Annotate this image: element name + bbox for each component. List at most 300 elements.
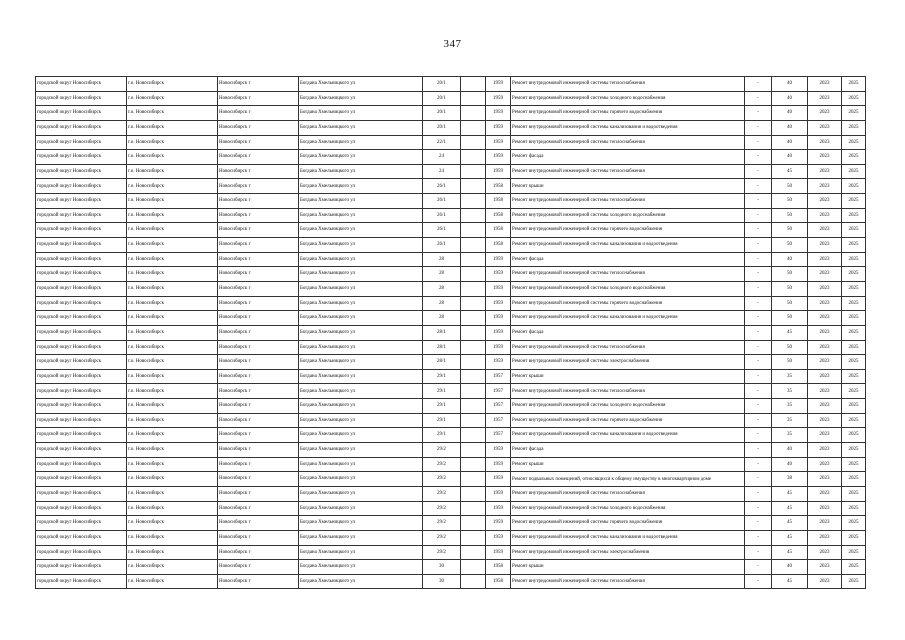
settlement-cell: г.о. Новосибирск: [127, 574, 218, 589]
table-row: [36, 516, 866, 531]
value-cell: -: [745, 150, 772, 165]
value-cell: -: [745, 340, 772, 355]
end-year-cell: 2025: [842, 164, 866, 179]
table-row: [36, 574, 866, 589]
street-cell: Богдана Хмельницкого ул: [299, 428, 423, 443]
start-year-cell: 2023: [808, 399, 842, 414]
start-year-cell: 2023: [808, 340, 842, 355]
build-year-cell: 1959: [486, 164, 511, 179]
value-cell: -: [745, 560, 772, 575]
locality-cell: Новосибирск г: [218, 120, 299, 135]
cost-cell: 40: [772, 457, 808, 472]
build-year-cell: 1959: [486, 486, 511, 501]
locality-cell: Новосибирск г: [218, 486, 299, 501]
municipality-cell: городской округ Новосибирск: [36, 486, 127, 501]
build-year-cell: 1958: [486, 238, 511, 253]
end-year-cell: 2025: [842, 311, 866, 326]
work-type-cell: Ремонт крыши: [511, 369, 745, 384]
street-cell: Богдана Хмельницкого ул: [299, 530, 423, 545]
start-year-cell: 2023: [808, 530, 842, 545]
value-cell: -: [745, 516, 772, 531]
street-cell: Богдана Хмельницкого ул: [299, 296, 423, 311]
locality-cell: Новосибирск г: [218, 443, 299, 458]
cost-cell: 50: [772, 238, 808, 253]
value-cell: -: [745, 296, 772, 311]
municipality-cell: городской округ Новосибирск: [36, 355, 127, 370]
end-year-cell: 2025: [842, 574, 866, 589]
work-type-cell: Ремонт внутридомовой инженерной системы горячего водоснабжения: [511, 413, 745, 428]
table-row: [36, 486, 866, 501]
municipality-cell: городской округ Новосибирск: [36, 530, 127, 545]
end-year-cell: 2025: [842, 208, 866, 223]
build-year-cell: 1958: [486, 194, 511, 209]
locality-cell: Новосибирск г: [218, 296, 299, 311]
table-row: [36, 325, 866, 340]
street-cell: Богдана Хмельницкого ул: [299, 164, 423, 179]
work-type-cell: Ремонт внутридомовой инженерной системы теплоснабжения: [511, 267, 745, 282]
table-row: [36, 120, 866, 135]
street-cell: Богдана Хмельницкого ул: [299, 340, 423, 355]
start-year-cell: 2023: [808, 252, 842, 267]
end-year-cell: 2025: [842, 530, 866, 545]
street-cell: Богдана Хмельницкого ул: [299, 106, 423, 121]
capital-repair-table: [35, 76, 866, 589]
build-year-cell: 1959: [486, 281, 511, 296]
end-year-cell: 2025: [842, 501, 866, 516]
cost-cell: 40: [772, 91, 808, 106]
value-cell: -: [745, 91, 772, 106]
value-cell: -: [745, 208, 772, 223]
start-year-cell: 2023: [808, 208, 842, 223]
locality-cell: Новосибирск г: [218, 223, 299, 238]
value-cell: -: [745, 238, 772, 253]
street-cell: Богдана Хмельницкого ул: [299, 120, 423, 135]
building-cell: [461, 223, 486, 238]
house-number-cell: 26/1: [423, 238, 461, 253]
table-row: [36, 355, 866, 370]
value-cell: -: [745, 267, 772, 282]
build-year-cell: 1959: [486, 120, 511, 135]
start-year-cell: 2023: [808, 238, 842, 253]
building-cell: [461, 150, 486, 165]
street-cell: Богдана Хмельницкого ул: [299, 194, 423, 209]
build-year-cell: 1959: [486, 135, 511, 150]
build-year-cell: 1959: [486, 530, 511, 545]
building-cell: [461, 252, 486, 267]
building-cell: [461, 281, 486, 296]
value-cell: -: [745, 399, 772, 414]
start-year-cell: 2023: [808, 77, 842, 92]
street-cell: Богдана Хмельницкого ул: [299, 150, 423, 165]
locality-cell: Новосибирск г: [218, 560, 299, 575]
build-year-cell: 1957: [486, 399, 511, 414]
municipality-cell: городской округ Новосибирск: [36, 516, 127, 531]
end-year-cell: 2025: [842, 355, 866, 370]
settlement-cell: г.о. Новосибирск: [127, 413, 218, 428]
cost-cell: 45: [772, 325, 808, 340]
street-cell: Богдана Хмельницкого ул: [299, 252, 423, 267]
house-number-cell: 20/1: [423, 77, 461, 92]
locality-cell: Новосибирск г: [218, 208, 299, 223]
street-cell: Богдана Хмельницкого ул: [299, 355, 423, 370]
house-number-cell: 29/1: [423, 428, 461, 443]
work-type-cell: Ремонт внутридомовой инженерной системы теплоснабжения: [511, 164, 745, 179]
table-row: [36, 472, 866, 487]
building-cell: [461, 135, 486, 150]
cost-cell: 50: [772, 311, 808, 326]
value-cell: -: [745, 194, 772, 209]
locality-cell: Новосибирск г: [218, 91, 299, 106]
work-type-cell: Ремонт внутридомовой инженерной системы теплоснабжения: [511, 77, 745, 92]
municipality-cell: городской округ Новосибирск: [36, 399, 127, 414]
house-number-cell: 29/2: [423, 545, 461, 560]
cost-cell: 50: [772, 194, 808, 209]
building-cell: [461, 501, 486, 516]
work-type-cell: Ремонт внутридомовой инженерной системы горячего водоснабжения: [511, 516, 745, 531]
locality-cell: Новосибирск г: [218, 501, 299, 516]
settlement-cell: г.о. Новосибирск: [127, 516, 218, 531]
settlement-cell: г.о. Новосибирск: [127, 135, 218, 150]
house-number-cell: 26/1: [423, 179, 461, 194]
table-row: [36, 223, 866, 238]
start-year-cell: 2023: [808, 545, 842, 560]
street-cell: Богдана Хмельницкого ул: [299, 311, 423, 326]
settlement-cell: г.о. Новосибирск: [127, 77, 218, 92]
municipality-cell: городской округ Новосибирск: [36, 164, 127, 179]
table-row: [36, 530, 866, 545]
start-year-cell: 2023: [808, 194, 842, 209]
end-year-cell: 2025: [842, 194, 866, 209]
building-cell: [461, 340, 486, 355]
locality-cell: Новосибирск г: [218, 428, 299, 443]
cost-cell: 50: [772, 223, 808, 238]
house-number-cell: 30: [423, 574, 461, 589]
building-cell: [461, 545, 486, 560]
locality-cell: Новосибирск г: [218, 311, 299, 326]
building-cell: [461, 560, 486, 575]
table-row: [36, 560, 866, 575]
building-cell: [461, 413, 486, 428]
table-row: [36, 208, 866, 223]
municipality-cell: городской округ Новосибирск: [36, 340, 127, 355]
building-cell: [461, 238, 486, 253]
table-row: [36, 150, 866, 165]
start-year-cell: 2023: [808, 472, 842, 487]
cost-cell: 45: [772, 530, 808, 545]
value-cell: -: [745, 384, 772, 399]
cost-cell: 35: [772, 428, 808, 443]
building-cell: [461, 77, 486, 92]
building-cell: [461, 106, 486, 121]
end-year-cell: 2025: [842, 150, 866, 165]
building-cell: [461, 384, 486, 399]
value-cell: -: [745, 413, 772, 428]
start-year-cell: 2023: [808, 120, 842, 135]
build-year-cell: 1959: [486, 443, 511, 458]
work-type-cell: Ремонт внутридомовой инженерной системы канализования и водоотведения: [511, 311, 745, 326]
table-row: [36, 384, 866, 399]
house-number-cell: 29/2: [423, 501, 461, 516]
table-row: [36, 77, 866, 92]
building-cell: [461, 267, 486, 282]
start-year-cell: 2023: [808, 413, 842, 428]
start-year-cell: 2023: [808, 325, 842, 340]
table-row: [36, 501, 866, 516]
street-cell: Богдана Хмельницкого ул: [299, 281, 423, 296]
settlement-cell: г.о. Новосибирск: [127, 91, 218, 106]
locality-cell: Новосибирск г: [218, 340, 299, 355]
end-year-cell: 2025: [842, 457, 866, 472]
municipality-cell: городской округ Новосибирск: [36, 281, 127, 296]
street-cell: Богдана Хмельницкого ул: [299, 223, 423, 238]
build-year-cell: 1959: [486, 106, 511, 121]
house-number-cell: 28/1: [423, 355, 461, 370]
work-type-cell: Ремонт внутридомовой инженерной системы электроснабжения: [511, 545, 745, 560]
work-type-cell: Ремонт внутридомовой инженерной системы теплоснабжения: [511, 340, 745, 355]
settlement-cell: г.о. Новосибирск: [127, 325, 218, 340]
municipality-cell: городской округ Новосибирск: [36, 135, 127, 150]
start-year-cell: 2023: [808, 428, 842, 443]
house-number-cell: 29/1: [423, 384, 461, 399]
end-year-cell: 2025: [842, 179, 866, 194]
settlement-cell: г.о. Новосибирск: [127, 530, 218, 545]
end-year-cell: 2025: [842, 252, 866, 267]
value-cell: -: [745, 457, 772, 472]
locality-cell: Новосибирск г: [218, 281, 299, 296]
value-cell: -: [745, 428, 772, 443]
house-number-cell: 28: [423, 252, 461, 267]
value-cell: -: [745, 501, 772, 516]
building-cell: [461, 443, 486, 458]
start-year-cell: 2023: [808, 369, 842, 384]
building-cell: [461, 179, 486, 194]
value-cell: -: [745, 355, 772, 370]
cost-cell: 50: [772, 340, 808, 355]
work-type-cell: Ремонт внутридомовой инженерной системы холодного водоснабжения: [511, 501, 745, 516]
settlement-cell: г.о. Новосибирск: [127, 150, 218, 165]
work-type-cell: Ремонт внутридомовой инженерной системы канализования и водоотведения: [511, 428, 745, 443]
value-cell: -: [745, 223, 772, 238]
page-number: 347: [443, 38, 462, 50]
street-cell: Богдана Хмельницкого ул: [299, 325, 423, 340]
street-cell: Богдана Хмельницкого ул: [299, 91, 423, 106]
cost-cell: 40: [772, 150, 808, 165]
street-cell: Богдана Хмельницкого ул: [299, 457, 423, 472]
street-cell: Богдана Хмельницкого ул: [299, 472, 423, 487]
build-year-cell: 1959: [486, 472, 511, 487]
end-year-cell: 2025: [842, 384, 866, 399]
build-year-cell: 1959: [486, 77, 511, 92]
end-year-cell: 2025: [842, 399, 866, 414]
settlement-cell: г.о. Новосибирск: [127, 281, 218, 296]
street-cell: Богдана Хмельницкого ул: [299, 516, 423, 531]
settlement-cell: г.о. Новосибирск: [127, 164, 218, 179]
end-year-cell: 2025: [842, 472, 866, 487]
house-number-cell: 29/1: [423, 369, 461, 384]
work-type-cell: Ремонт фасада: [511, 443, 745, 458]
start-year-cell: 2023: [808, 443, 842, 458]
street-cell: Богдана Хмельницкого ул: [299, 443, 423, 458]
start-year-cell: 2023: [808, 281, 842, 296]
house-number-cell: 20/1: [423, 106, 461, 121]
cost-cell: 50: [772, 208, 808, 223]
build-year-cell: 1959: [486, 457, 511, 472]
value-cell: -: [745, 486, 772, 501]
work-type-cell: Ремонт внутридомовой инженерной системы холодного водоснабжения: [511, 91, 745, 106]
work-type-cell: Ремонт внутридомовой инженерной системы теплоснабжения: [511, 574, 745, 589]
start-year-cell: 2023: [808, 574, 842, 589]
end-year-cell: 2025: [842, 340, 866, 355]
cost-cell: 50: [772, 179, 808, 194]
municipality-cell: городской округ Новосибирск: [36, 560, 127, 575]
municipality-cell: городской округ Новосибирск: [36, 296, 127, 311]
house-number-cell: 29/1: [423, 399, 461, 414]
cost-cell: 40: [772, 252, 808, 267]
end-year-cell: 2025: [842, 428, 866, 443]
settlement-cell: г.о. Новосибирск: [127, 560, 218, 575]
cost-cell: 35: [772, 369, 808, 384]
value-cell: -: [745, 135, 772, 150]
value-cell: -: [745, 164, 772, 179]
municipality-cell: городской округ Новосибирск: [36, 223, 127, 238]
street-cell: Богдана Хмельницкого ул: [299, 369, 423, 384]
locality-cell: Новосибирск г: [218, 135, 299, 150]
building-cell: [461, 457, 486, 472]
settlement-cell: г.о. Новосибирск: [127, 106, 218, 121]
table-row: [36, 106, 866, 121]
value-cell: -: [745, 369, 772, 384]
locality-cell: Новосибирск г: [218, 369, 299, 384]
settlement-cell: г.о. Новосибирск: [127, 443, 218, 458]
settlement-cell: г.о. Новосибирск: [127, 223, 218, 238]
house-number-cell: 26/1: [423, 208, 461, 223]
table-row: [36, 238, 866, 253]
table-row: [36, 135, 866, 150]
end-year-cell: 2025: [842, 443, 866, 458]
house-number-cell: 26/1: [423, 194, 461, 209]
build-year-cell: 1957: [486, 369, 511, 384]
municipality-cell: городской округ Новосибирск: [36, 428, 127, 443]
locality-cell: Новосибирск г: [218, 574, 299, 589]
locality-cell: Новосибирск г: [218, 252, 299, 267]
end-year-cell: 2025: [842, 77, 866, 92]
work-type-cell: Ремонт внутридомовой инженерной системы канализования и водоотведения: [511, 120, 745, 135]
street-cell: Богдана Хмельницкого ул: [299, 399, 423, 414]
end-year-cell: 2025: [842, 267, 866, 282]
work-type-cell: Ремонт внутридомовой инженерной системы канализования и водоотведения: [511, 530, 745, 545]
municipality-cell: городской округ Новосибирск: [36, 91, 127, 106]
start-year-cell: 2023: [808, 384, 842, 399]
street-cell: Богдана Хмельницкого ул: [299, 384, 423, 399]
building-cell: [461, 208, 486, 223]
locality-cell: Новосибирск г: [218, 150, 299, 165]
municipality-cell: городской округ Новосибирск: [36, 413, 127, 428]
start-year-cell: 2023: [808, 179, 842, 194]
street-cell: Богдана Хмельницкого ул: [299, 501, 423, 516]
cost-cell: 50: [772, 296, 808, 311]
house-number-cell: 28/1: [423, 325, 461, 340]
work-type-cell: Ремонт крыши: [511, 560, 745, 575]
locality-cell: Новосибирск г: [218, 355, 299, 370]
building-cell: [461, 120, 486, 135]
value-cell: -: [745, 311, 772, 326]
end-year-cell: 2025: [842, 369, 866, 384]
cost-cell: 40: [772, 106, 808, 121]
building-cell: [461, 472, 486, 487]
municipality-cell: городской округ Новосибирск: [36, 443, 127, 458]
locality-cell: Новосибирск г: [218, 238, 299, 253]
start-year-cell: 2023: [808, 296, 842, 311]
street-cell: Богдана Хмельницкого ул: [299, 77, 423, 92]
settlement-cell: г.о. Новосибирск: [127, 238, 218, 253]
municipality-cell: городской округ Новосибирск: [36, 150, 127, 165]
building-cell: [461, 164, 486, 179]
build-year-cell: 1959: [486, 340, 511, 355]
house-number-cell: 20/1: [423, 120, 461, 135]
building-cell: [461, 486, 486, 501]
settlement-cell: г.о. Новосибирск: [127, 399, 218, 414]
cost-cell: 45: [772, 516, 808, 531]
building-cell: [461, 194, 486, 209]
municipality-cell: городской округ Новосибирск: [36, 208, 127, 223]
cost-cell: 50: [772, 267, 808, 282]
cost-cell: 40: [772, 77, 808, 92]
build-year-cell: 1958: [486, 208, 511, 223]
end-year-cell: 2025: [842, 560, 866, 575]
municipality-cell: городской округ Новосибирск: [36, 384, 127, 399]
work-type-cell: Ремонт внутридомовой инженерной системы канализования и водоотведения: [511, 238, 745, 253]
locality-cell: Новосибирск г: [218, 325, 299, 340]
work-type-cell: Ремонт внутридомовой инженерной системы электроснабжения: [511, 355, 745, 370]
locality-cell: Новосибирск г: [218, 267, 299, 282]
build-year-cell: 1959: [486, 91, 511, 106]
house-number-cell: 24: [423, 150, 461, 165]
work-type-cell: Ремонт внутридомовой инженерной системы горячего водоснабжения: [511, 296, 745, 311]
house-number-cell: 29/1: [423, 413, 461, 428]
settlement-cell: г.о. Новосибирск: [127, 208, 218, 223]
cost-cell: 40: [772, 135, 808, 150]
house-number-cell: 29/2: [423, 486, 461, 501]
house-number-cell: 22/1: [423, 135, 461, 150]
building-cell: [461, 296, 486, 311]
municipality-cell: городской округ Новосибирск: [36, 238, 127, 253]
house-number-cell: 29/2: [423, 516, 461, 531]
settlement-cell: г.о. Новосибирск: [127, 120, 218, 135]
build-year-cell: 1959: [486, 501, 511, 516]
start-year-cell: 2023: [808, 560, 842, 575]
settlement-cell: г.о. Новосибирск: [127, 267, 218, 282]
table-row: [36, 252, 866, 267]
settlement-cell: г.о. Новосибирск: [127, 311, 218, 326]
start-year-cell: 2023: [808, 164, 842, 179]
start-year-cell: 2023: [808, 486, 842, 501]
work-type-cell: Ремонт фасада: [511, 150, 745, 165]
locality-cell: Новосибирск г: [218, 164, 299, 179]
build-year-cell: 1957: [486, 428, 511, 443]
table-row: [36, 457, 866, 472]
cost-cell: 50: [772, 281, 808, 296]
municipality-cell: городской округ Новосибирск: [36, 311, 127, 326]
table-row: [36, 413, 866, 428]
table-row: [36, 545, 866, 560]
street-cell: Богдана Хмельницкого ул: [299, 486, 423, 501]
value-cell: -: [745, 252, 772, 267]
value-cell: -: [745, 179, 772, 194]
locality-cell: Новосибирск г: [218, 399, 299, 414]
cost-cell: 35: [772, 413, 808, 428]
settlement-cell: г.о. Новосибирск: [127, 486, 218, 501]
settlement-cell: г.о. Новосибирск: [127, 252, 218, 267]
